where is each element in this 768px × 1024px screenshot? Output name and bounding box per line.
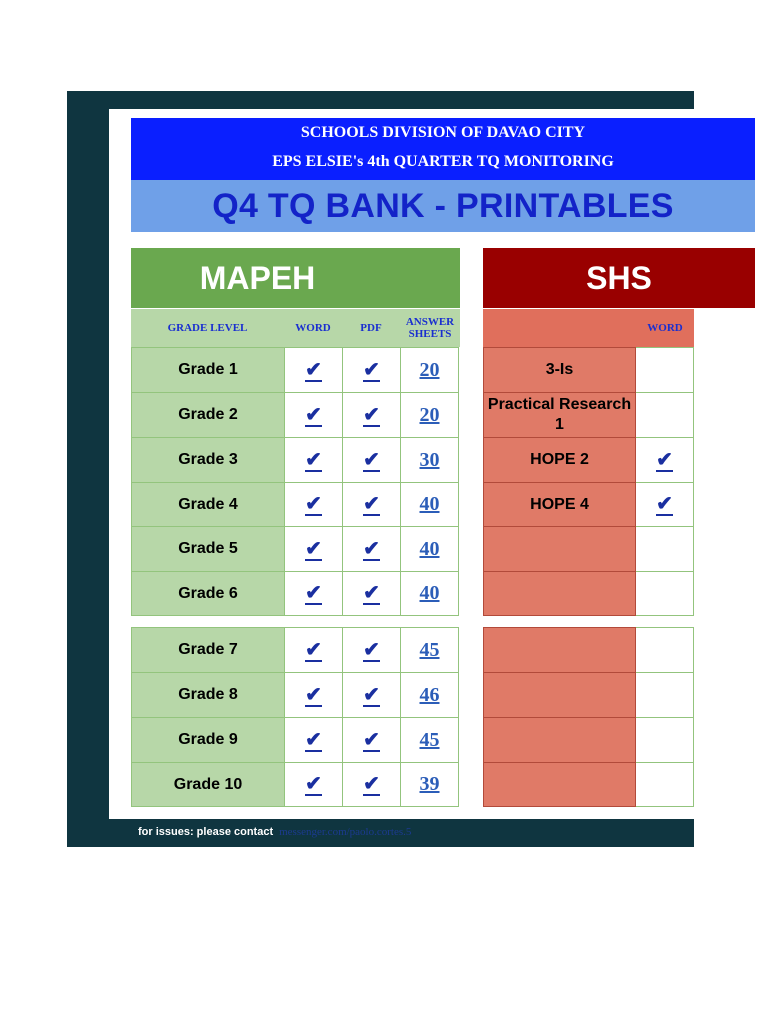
answer-sheets-link[interactable] <box>401 763 459 807</box>
answer-sheets-link[interactable] <box>401 348 459 393</box>
shs-column-headers <box>483 309 694 347</box>
word-check[interactable] <box>285 718 343 763</box>
word-check[interactable] <box>285 393 343 438</box>
answer-sheets-link[interactable] <box>401 393 459 438</box>
table-row <box>132 393 459 438</box>
subject-label: HOPE 4 <box>484 483 636 527</box>
grade-label: Grade 1 <box>132 348 285 393</box>
page-title: Q4 TQ BANK - PRINTABLES <box>131 180 755 232</box>
shs-word-check[interactable] <box>636 393 694 438</box>
subject-label <box>484 673 636 718</box>
check-icon: ✔ <box>363 728 380 751</box>
subject-label: Practical Research 1 <box>484 393 636 438</box>
table-row <box>132 483 459 527</box>
pdf-check[interactable] <box>343 527 401 572</box>
mapeh-column-headers <box>131 309 460 347</box>
table-row <box>484 763 694 807</box>
shs-word-check[interactable] <box>636 438 694 483</box>
pdf-check[interactable] <box>343 718 401 763</box>
subject-label <box>484 527 636 572</box>
answer-sheets-link[interactable] <box>401 718 459 763</box>
grade-label: Grade 8 <box>132 673 285 718</box>
shs-word-check[interactable] <box>636 348 694 393</box>
check-icon: ✔ <box>305 358 322 381</box>
col-answer-sheets: ANSWER SHEETS <box>405 316 455 340</box>
monitoring-title: EPS ELSIE's 4th QUARTER TQ MONITORING <box>272 153 614 170</box>
check-icon: ✔ <box>363 448 380 471</box>
table-row <box>484 673 694 718</box>
table-row <box>132 628 459 673</box>
check-icon: ✔ <box>305 638 322 661</box>
shs-word-check[interactable] <box>636 572 694 616</box>
col-grade-level: GRADE LEVEL <box>167 322 248 334</box>
table-row <box>484 393 694 438</box>
grade-label: Grade 10 <box>132 763 285 807</box>
check-icon: ✔ <box>656 448 673 471</box>
grade-label: Grade 7 <box>132 628 285 673</box>
table-row <box>484 483 694 527</box>
shs-word-check[interactable] <box>636 483 694 527</box>
pdf-check[interactable] <box>343 393 401 438</box>
word-check[interactable] <box>285 628 343 673</box>
table-row <box>132 438 459 483</box>
pdf-check[interactable] <box>343 572 401 616</box>
check-icon: ✔ <box>656 493 673 515</box>
grade-label: Grade 5 <box>132 527 285 572</box>
check-icon: ✔ <box>363 358 380 381</box>
shs-table-primary <box>483 347 694 616</box>
word-check[interactable] <box>285 483 343 527</box>
shs-word-check[interactable] <box>636 763 694 807</box>
shs-word-check[interactable] <box>636 673 694 718</box>
check-icon: ✔ <box>305 403 322 426</box>
answer-count: 39 <box>419 773 440 795</box>
word-check[interactable] <box>285 438 343 483</box>
answer-count: 40 <box>419 493 440 515</box>
check-icon: ✔ <box>363 683 380 706</box>
shs-word-check[interactable] <box>636 527 694 572</box>
pdf-check[interactable] <box>343 483 401 527</box>
word-check[interactable] <box>285 348 343 393</box>
table-row <box>484 348 694 393</box>
col-pdf: PDF <box>360 322 382 334</box>
check-icon: ✔ <box>363 537 380 560</box>
shs-table-secondary <box>483 627 694 807</box>
answer-count: 40 <box>419 537 440 560</box>
grade-label: Grade 9 <box>132 718 285 763</box>
table-row <box>484 718 694 763</box>
answer-sheets-link[interactable] <box>401 572 459 616</box>
shs-title: SHS <box>483 248 755 308</box>
footer <box>138 826 411 838</box>
table-row <box>484 527 694 572</box>
answer-count: 45 <box>419 728 440 751</box>
grade-label: Grade 4 <box>132 483 285 527</box>
check-icon: ✔ <box>305 537 322 560</box>
check-icon: ✔ <box>363 638 380 661</box>
answer-count: 46 <box>419 683 440 706</box>
word-check[interactable] <box>285 673 343 718</box>
word-check[interactable] <box>285 572 343 616</box>
subject-label <box>484 628 636 673</box>
answer-sheets-link[interactable] <box>401 673 459 718</box>
subject-label: HOPE 2 <box>484 438 636 483</box>
check-icon: ✔ <box>363 493 380 515</box>
mapeh-table-secondary <box>131 627 459 807</box>
check-icon: ✔ <box>363 582 380 604</box>
col-shs-word: WORD <box>647 322 683 334</box>
pdf-check[interactable] <box>343 673 401 718</box>
answer-count: 45 <box>419 638 440 661</box>
pdf-check[interactable] <box>343 628 401 673</box>
answer-sheets-link[interactable] <box>401 483 459 527</box>
answer-count: 20 <box>419 403 440 426</box>
subject-label <box>484 572 636 616</box>
answer-count: 20 <box>419 358 440 381</box>
answer-sheets-link[interactable] <box>401 628 459 673</box>
table-row <box>484 572 694 616</box>
shs-word-check[interactable] <box>636 718 694 763</box>
subject-label: 3-Is <box>484 348 636 393</box>
table-row <box>132 718 459 763</box>
check-icon: ✔ <box>363 403 380 426</box>
table-row <box>132 572 459 616</box>
footer-label: for issues: please contact <box>138 826 274 838</box>
check-icon: ✔ <box>305 582 322 604</box>
contact-link[interactable]: messenger.com/paolo.cortes.5 <box>279 826 412 838</box>
check-icon: ✔ <box>305 683 322 706</box>
division-header <box>131 118 755 180</box>
pdf-check[interactable] <box>343 348 401 393</box>
mapeh-table-primary <box>131 347 459 616</box>
grade-label: Grade 6 <box>132 572 285 616</box>
grade-label: Grade 3 <box>132 438 285 483</box>
pdf-check[interactable] <box>343 763 401 807</box>
word-check[interactable] <box>285 527 343 572</box>
division-name: SCHOOLS DIVISION OF DAVAO CITY <box>300 124 586 141</box>
mapeh-title: MAPEH <box>131 248 460 308</box>
check-icon: ✔ <box>305 773 322 795</box>
check-icon: ✔ <box>305 448 322 471</box>
check-icon: ✔ <box>363 773 380 795</box>
table-row <box>132 527 459 572</box>
subject-label <box>484 763 636 807</box>
check-icon: ✔ <box>305 493 322 515</box>
col-word: WORD <box>295 322 331 334</box>
shs-word-check[interactable] <box>636 628 694 673</box>
table-row <box>132 348 459 393</box>
table-row <box>132 763 459 807</box>
table-row <box>132 673 459 718</box>
answer-count: 40 <box>419 582 440 604</box>
table-row <box>484 438 694 483</box>
subject-label <box>484 718 636 763</box>
answer-sheets-link[interactable] <box>401 438 459 483</box>
pdf-check[interactable] <box>343 438 401 483</box>
check-icon: ✔ <box>305 728 322 751</box>
grade-label: Grade 2 <box>132 393 285 438</box>
answer-count: 30 <box>419 448 440 471</box>
answer-sheets-link[interactable] <box>401 527 459 572</box>
table-row <box>484 628 694 673</box>
word-check[interactable] <box>285 763 343 807</box>
